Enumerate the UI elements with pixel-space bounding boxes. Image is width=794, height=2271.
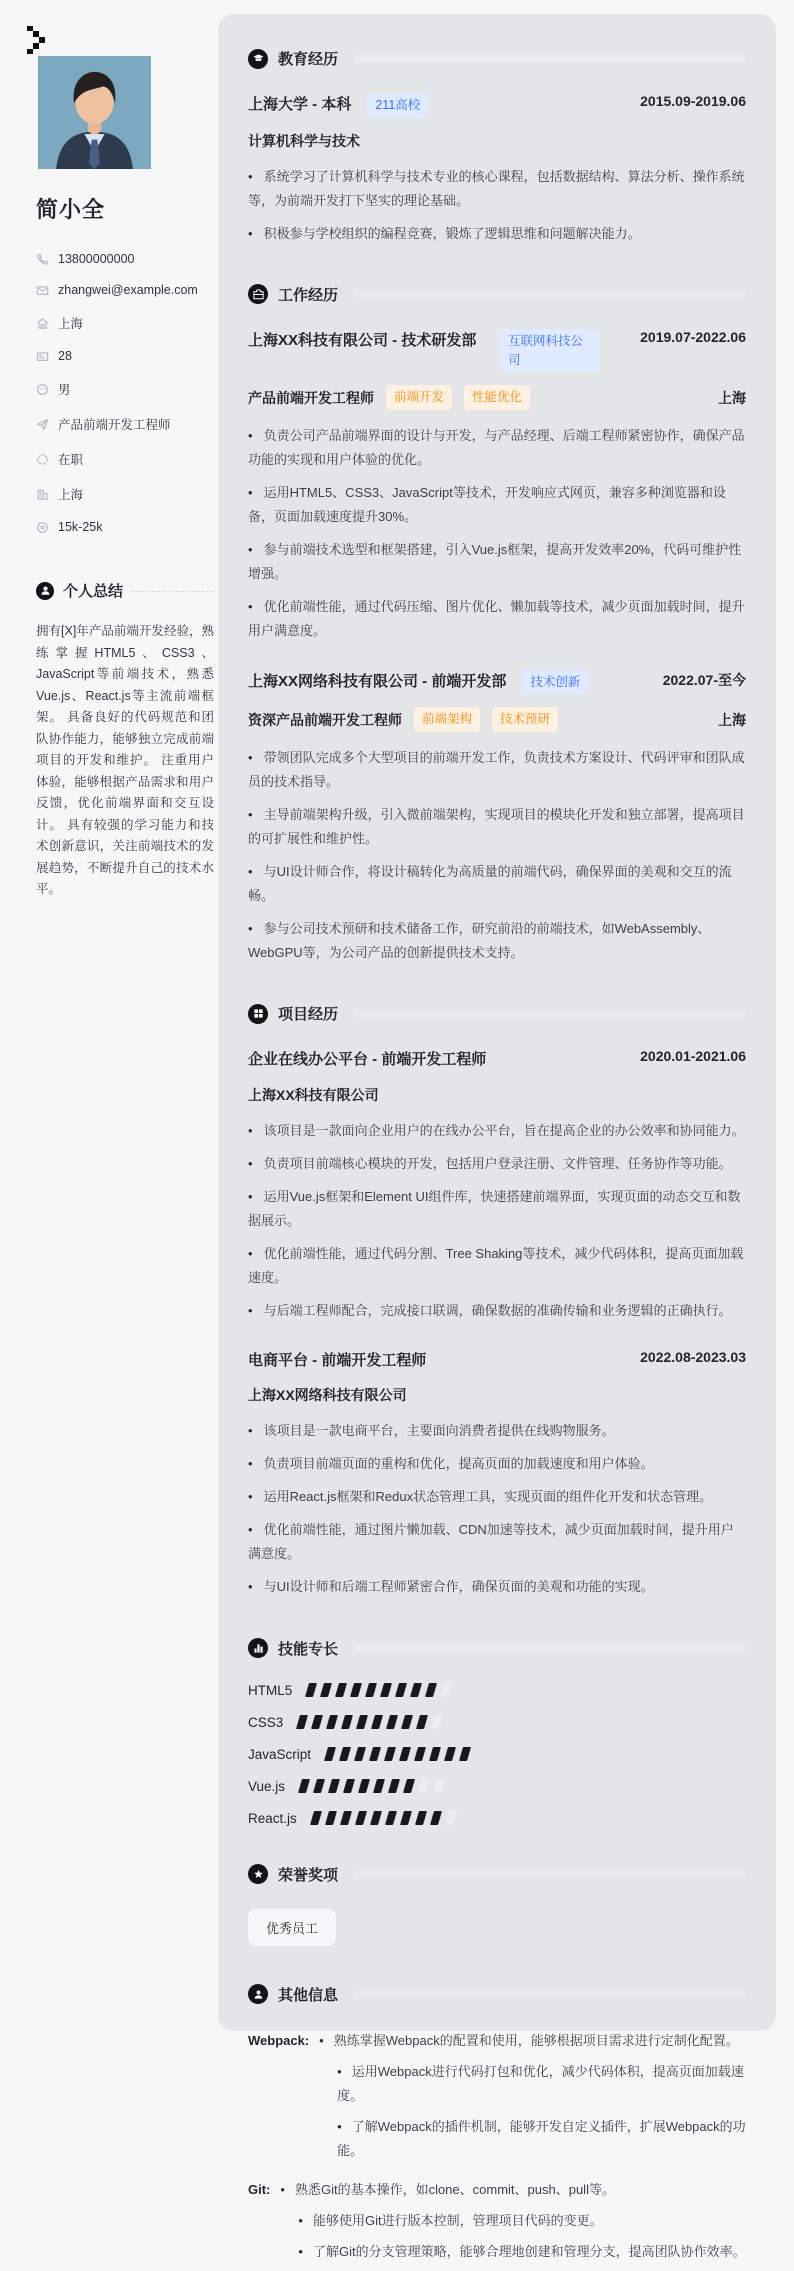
bullet-item: • 能够使用Git进行版本控制，管理项目代码的变更。 — [298, 2209, 746, 2233]
bullet-item: • 负责公司产品前端界面的设计与开发，与产品经理、后端工程师紧密协作，确保产品功能的实现和用户体验的优化。 — [248, 424, 746, 472]
skill-name: HTML5 — [248, 1682, 293, 1698]
work-entry — [248, 670, 746, 966]
other-group-label: Webpack: — [248, 2032, 310, 2048]
school-name: 上海大学 - 本科 — [248, 96, 352, 113]
skill-row — [248, 1683, 746, 1698]
project-date: 2020.01-2021.06 — [640, 1048, 746, 1065]
summary-divider — [132, 591, 214, 592]
work-date: 2022.07-至今 — [662, 671, 746, 688]
summary-text: 拥有[X]年产品前端开发经验，熟练掌握HTML5、CSS3、JavaScript等前端技术，熟悉Vue.js、React.js等主流前端框架。 具备良好的代码规范和团队协作能力，能够独立完成前端项目的开发和维护。 注重用户体验，能够根据产品需求和用户反馈，优化前端界面和交互设计。 具有较强的学习能力和技术创新意识，关注前端技术的发展趋势，不断提升自己的技术水平。 — [36, 624, 214, 896]
bullet-item: • 与UI设计师合作，将设计稿转化为高质量的前端代码，确保界面的美观和交互的流畅。 — [248, 860, 746, 908]
summary-title: 个人总结 — [63, 583, 124, 600]
skill-level-bar — [300, 1779, 450, 1793]
education-bullets — [248, 165, 746, 246]
contact-age: 28 — [36, 349, 214, 363]
bullet-item: • 与UI设计师和后端工程师紧密合作，确保页面的美观和功能的实现。 — [248, 1575, 746, 1599]
project-name: 企业在线办公平台 - 前端开发工程师 — [248, 1051, 487, 1069]
other-group-bullets — [280, 2178, 746, 2271]
other-group-bullets — [319, 2029, 746, 2170]
sidebar — [36, 52, 214, 901]
contact-gender: 男 — [36, 380, 214, 398]
role-badge: 性能优化 — [464, 385, 530, 410]
grid-icon — [248, 1004, 268, 1024]
resume-main-card — [218, 14, 776, 2259]
skill-row — [248, 1811, 746, 1826]
project-entry — [248, 1048, 746, 1323]
section-honors — [248, 1864, 746, 1946]
projects-header — [248, 1003, 746, 1024]
bullet-item: • 了解Webpack的插件机制，能够开发自定义插件，扩展Webpack的功能。 — [337, 2115, 746, 2163]
bullet-item: • 积极参与学校组织的编程竞赛，锻炼了逻辑思维和问题解决能力。 — [248, 222, 746, 246]
honors-title: 荣誉奖项 — [278, 1866, 339, 1884]
bullet-item: • 参与公司技术预研和技术储备工作，研究前沿的前端技术，如WebAssembly、WebGPU等，为公司产品的创新提供技术支持。 — [248, 917, 746, 965]
pixel-arrow-icon[interactable] — [24, 26, 48, 54]
projects-title: 项目经历 — [278, 1006, 339, 1024]
role-badge: 前端架构 — [414, 707, 480, 732]
contact-email: zhangwei@example.com — [36, 283, 214, 297]
bullet-item: • 参与前端技术选型和框架搭建，引入Vue.js框架，提高开发效率20%，代码可维护性增强。 — [248, 538, 746, 586]
summary-header — [36, 580, 214, 601]
role-badge: 技术预研 — [492, 707, 558, 732]
education-header — [248, 48, 746, 69]
section-education — [248, 48, 746, 246]
other-group — [248, 2178, 746, 2271]
section-divider — [354, 1010, 746, 1018]
bullet-item: • 熟练掌握Webpack的配置和使用，能够根据项目需求进行定制化配置。 — [319, 2029, 746, 2053]
section-divider — [354, 55, 746, 63]
work-location: 上海 — [718, 389, 746, 406]
bullet-item: • 与后端工程师配合，完成接口联调，确保数据的准确传输和业务逻辑的正确执行。 — [248, 1299, 746, 1323]
project-bullets — [248, 1119, 746, 1323]
home-icon — [36, 317, 49, 330]
bullet-item: • 优化前端性能，通过代码压缩、图片优化、懒加载等技术，减少页面加载时间，提升用户满意度。 — [248, 595, 746, 643]
bullet-item: • 熟悉Git的基本操作，如clone、commit、push、pull等。 — [280, 2178, 746, 2202]
work-location: 上海 — [718, 711, 746, 728]
contact-job-title: 产品前端开发工程师 — [36, 415, 214, 433]
mail-icon — [36, 284, 49, 297]
education-title: 教育经历 — [278, 51, 339, 68]
section-divider — [354, 1870, 746, 1878]
work-bullets — [248, 746, 746, 965]
honor-badge: 优秀员工 — [248, 1909, 336, 1946]
skill-level-bar — [298, 1715, 448, 1729]
skill-level-bar — [307, 1683, 457, 1697]
bullet-item: • 了解Git的分支管理策略，能够合理地创建和管理分支，提高团队协作效率。 — [298, 2240, 746, 2264]
briefcase-icon — [248, 284, 268, 304]
bullet-item: • 运用Webpack进行代码打包和优化，减少代码体积，提高页面加载速度。 — [337, 2060, 746, 2108]
project-bullets — [248, 1419, 746, 1599]
other-group — [248, 2029, 746, 2170]
bullet-item: • 该项目是一款电商平台，主要面向消费者提供在线购物服务。 — [248, 1419, 746, 1443]
role-name: 资深产品前端开发工程师 — [248, 711, 402, 728]
work-header — [248, 284, 746, 305]
bar-chart-icon — [248, 1638, 268, 1658]
project-company: 上海XX网络科技有限公司 — [248, 1387, 407, 1404]
bullet-item: • 运用React.js框架和Redux状态管理工具，实现页面的组件化开发和状态管理。 — [248, 1485, 746, 1509]
candidate-name: 简小全 — [36, 197, 106, 222]
company-badge: 互联网科技公司 — [500, 329, 600, 373]
status-icon — [36, 453, 49, 466]
skill-name: Vue.js — [248, 1778, 286, 1794]
bullet-item: • 优化前端性能，通过代码分割、Tree Shaking等技术，减少代码体积，提高页面加载速度。 — [248, 1242, 746, 1290]
skill-row — [248, 1747, 746, 1762]
company-name: 上海XX科技有限公司 - 技术研发部 — [248, 331, 477, 349]
education-date: 2015.09-2019.06 — [640, 93, 746, 109]
role-badge: 前端开发 — [386, 385, 452, 410]
skills-header — [248, 1638, 746, 1659]
skill-name: CSS3 — [248, 1714, 284, 1730]
work-entry — [248, 329, 746, 644]
medal-icon — [248, 1864, 268, 1884]
company-badge: 技术创新 — [522, 670, 588, 695]
gender-icon — [36, 383, 49, 396]
graduation-cap-icon — [248, 49, 268, 69]
honors-header — [248, 1864, 746, 1885]
section-skills — [248, 1638, 746, 1826]
education-entry — [248, 93, 746, 246]
work-date: 2019.07-2022.06 — [640, 328, 746, 345]
section-projects — [248, 1003, 746, 1599]
contact-status: 在职 — [36, 450, 214, 468]
bullet-item: • 优化前端性能，通过图片懒加载、CDN加速等技术，减少页面加载时间，提升用户满意度。 — [248, 1518, 746, 1566]
section-other — [248, 1984, 746, 2271]
skill-name: JavaScript — [248, 1746, 312, 1762]
bullet-item: • 该项目是一款面向企业用户的在线办公平台，旨在提高企业的办公效率和协同能力。 — [248, 1119, 746, 1143]
bullet-item: • 主导前端架构升级，引入微前端架构，实现项目的模块化开发和独立部署，提高项目的可扩展性和维护性。 — [248, 803, 746, 851]
profile-photo — [38, 56, 151, 169]
skill-level-bar — [312, 1811, 462, 1825]
work-title: 工作经历 — [278, 286, 339, 304]
school-badge: 211高校 — [367, 93, 428, 118]
company-name: 上海XX网络科技有限公司 - 前端开发部 — [248, 672, 507, 690]
work-bullets — [248, 424, 746, 643]
project-company: 上海XX科技有限公司 — [248, 1086, 379, 1103]
contact-company-city: 上海 — [36, 485, 214, 503]
phone-icon — [36, 253, 49, 266]
bullet-item: • 负责项目前端核心模块的开发，包括用户登录注册、文件管理、任务协作等功能。 — [248, 1152, 746, 1176]
salary-icon — [36, 521, 49, 534]
bullet-item: • 运用Vue.js框架和Element UI组件库，快速搭建前端界面，实现页面的动态交互和数据展示。 — [248, 1185, 746, 1233]
project-entry — [248, 1349, 746, 1600]
skill-row — [248, 1779, 746, 1794]
bullet-item: • 负责项目前端页面的重构和优化，提高页面的加载速度和用户体验。 — [248, 1452, 746, 1476]
section-work — [248, 284, 746, 966]
other-header — [248, 1984, 746, 2005]
send-icon — [36, 418, 49, 431]
major-name: 计算机科学与技术 — [248, 132, 360, 149]
contact-city: 上海 — [36, 314, 214, 332]
info-person-icon — [248, 1984, 268, 2004]
contact-salary: 15k-25k — [36, 520, 214, 534]
project-date: 2022.08-2023.03 — [640, 1348, 746, 1365]
skill-level-bar — [326, 1747, 476, 1761]
skill-name: React.js — [248, 1810, 297, 1826]
role-name: 产品前端开发工程师 — [248, 389, 374, 406]
other-title: 其他信息 — [278, 1986, 339, 2004]
section-divider — [354, 290, 746, 298]
building-icon — [36, 488, 49, 501]
section-divider — [354, 1990, 746, 1998]
bullet-item: • 运用HTML5、CSS3、JavaScript等技术，开发响应式网页，兼容多种浏览器和设备，页面加载速度提升30%。 — [248, 481, 746, 529]
bullet-item: • 带领团队完成多个大型项目的前端开发工作，负责技术方案设计、代码评审和团队成员的技术指导。 — [248, 746, 746, 794]
person-icon — [36, 582, 54, 600]
bullet-item: • 系统学习了计算机科学与技术专业的核心课程，包括数据结构、算法分析、操作系统等，为前端开发打下坚实的理论基础。 — [248, 165, 746, 213]
skill-row — [248, 1715, 746, 1730]
contact-list — [36, 252, 214, 534]
other-group-label: Git: — [248, 2181, 271, 2197]
project-name: 电商平台 - 前端开发工程师 — [248, 1351, 427, 1369]
contact-phone: 13800000000 — [36, 252, 214, 266]
skills-title: 技能专长 — [278, 1640, 339, 1658]
age-icon — [36, 350, 49, 363]
section-divider — [354, 1644, 746, 1652]
